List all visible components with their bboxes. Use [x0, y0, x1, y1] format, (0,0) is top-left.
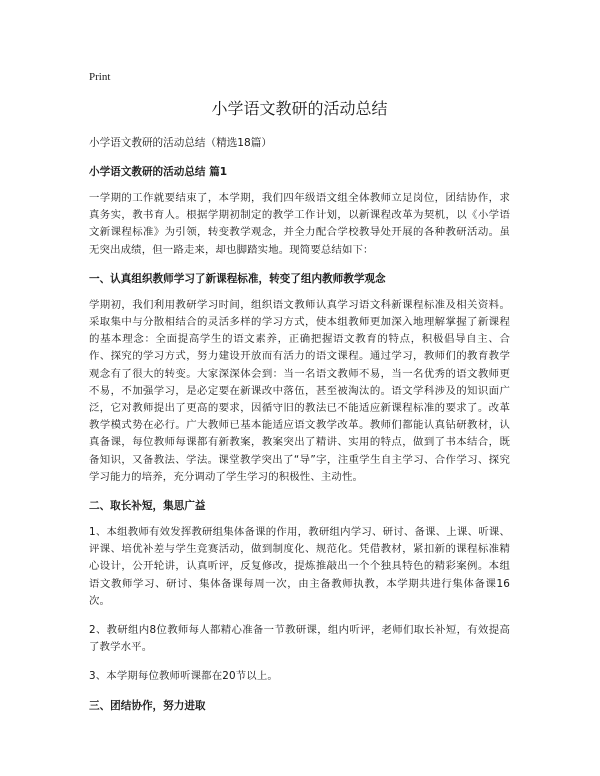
section-2-paragraph-3: 3、本学期每位教师听课都在20节以上。 [89, 670, 278, 683]
article-heading: 小学语文教研的活动总结 篇1 [89, 166, 228, 178]
section-2-paragraph-1: 1、本组教师有效发挥教研组集体备课的作用，教研组内学习、研讨、备课、上课、听课、评课、培优补差与学生竞赛活动，做到制度化、规范化。凭借教材，紧扣新的课程标准精心设计，公开轮讲，认真听评，反复修改，提炼推敲出一个个独具特色的精彩案例。本组语文教师学习、研讨、集体备课每周一次，由主备教师执教，本学期共进行集体备课16次。 [89, 526, 510, 607]
section-heading-1: 一、认真组织教师学习了新课程标准，转变了组内教师教学观念 [89, 272, 386, 285]
section-heading-2: 二、取长补短，集思广益 [89, 500, 206, 513]
document-title: 小学语文教研的活动总结 [211, 99, 388, 118]
intro-paragraph: 一学期的工作就要结束了，本学期，我们四年级语文组全体教师立足岗位，团结协作，求真务实，教书育人。根据学期初制定的教学工作计划，以新课程改革为契机，以《小学语文新课程标准》为引领，转变教学观念，并全力配合学校教导处开展的各种教研活动。虽无突出成绩，但一路走来，却也脚踏实地。现简要总结如下： [89, 192, 510, 256]
section-heading-3: 三、团结协作，努力进取 [89, 699, 206, 712]
section-2-paragraph-2: 2、教研组内8位教师每人都精心准备一节教研课，组内听评，老师们取长补短，有效提高了教学水平。 [89, 624, 510, 654]
document-subtitle: 小学语文教研的活动总结（精选18篇） [89, 137, 272, 149]
section-1-paragraph-1: 学期初，我们利用教研学习时间，组织语文教师认真学习语文科新课程标准及相关资料。采取集中与分散相结合的灵活多样的学习方式，使本组教师更加深入地理解掌握了新课程的基本理念：全面提高学生的语文素养，正确把握语文教育的特点，积极倡导自主、合作、探究的学习方式，努力建设开放而有活力的语文课程。通过学习，教师们的教育教学观念有了很大的转变。大家深深体会到：当一名语文教师不易，当一名优秀的语文教师更不易，不加强学习，是必定要在新课改中落伍，甚至被淘汰的。语文学科涉及的知识面广泛，它对教师提出了更高的要求，因循守旧的教法已不能适应新课程标准的要求了。改革教学模式势在必行。广大教师已基本能适应语文教学改革。教师们都能认真钻研教材，认真备课，每位教师每课都有新教案，教案突出了精讲、实用的特点，做到了书本结合，既备知识，又备教法、学法。课堂教学突出了“导”字，注重学生自主学习、合作学习、探究学习能力的培养，充分调动了学生学习的积极性、主动性。 [89, 298, 510, 483]
print-label: Print [89, 71, 111, 83]
